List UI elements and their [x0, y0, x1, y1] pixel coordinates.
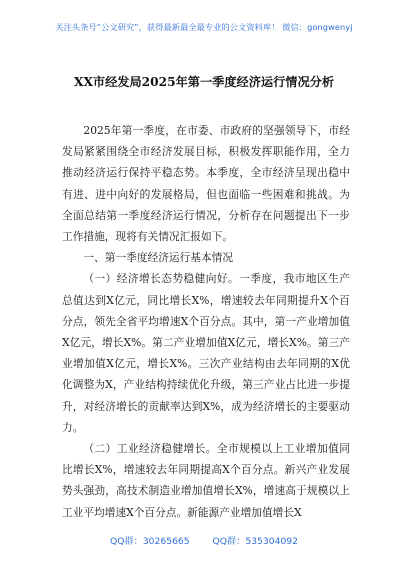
intro-paragraph: 2025年第一季度，在市委、市政府的坚强领导下，市经发局紧紧围绕全市经济发展目标，积极发挥职能作用，全力推动经济运行保持平稳态势。本季度，全市经济呈现出稳中有进、进中向好的发展格局，但也面临一些困难和挑战。为全面总结第一季度经济运行情况，分析存在问题提出下一步工作措施，现将有关情况汇报如下。 [62, 124, 350, 244]
section-heading: 一、第一季度经济运行基本情况 [83, 251, 234, 265]
document-body [62, 120, 350, 523]
qq-group-2: QQ群：535304092 [212, 536, 298, 547]
header-banner: 关注头条号“公文研究”，获得最新最全最专业的公文资料库！ 微信：gongwenyj [55, 22, 353, 32]
footer-contacts [0, 533, 408, 547]
body-paragraph: （二）工业经济稳健增长。全市规模以上工业增加值同比增长X%，增速较去年同期提高X个百分点。新兴产业发展势头强劲，高技术制造业增加值增长X%，增速高于规模以上工业平均增速X个百分点。新能源产业增加值增长X [62, 442, 350, 519]
document-title: XX市经发局2025年第一季度经济运行情况分析 [73, 75, 335, 89]
qq-group-1: QQ群：30265665 [110, 536, 190, 547]
body-paragraph: （一）经济增长态势稳健向好。一季度，我市地区生产总值达到X亿元，同比增长X%，增速较去年同期提升X个百分点，领先全省平均增速X个百分点。其中，第一产业增加值X亿元，增长X%。第二产业增加值X亿元，增长X%。第三产业增加值X亿元，增长X%。三次产业结构由去年同期的X优化调整为X，产业结构持续优化升级，第三产业占比进一步提升，对经济增长的贡献率达到X%，成为经济增长的主要驱动力。 [62, 272, 350, 434]
